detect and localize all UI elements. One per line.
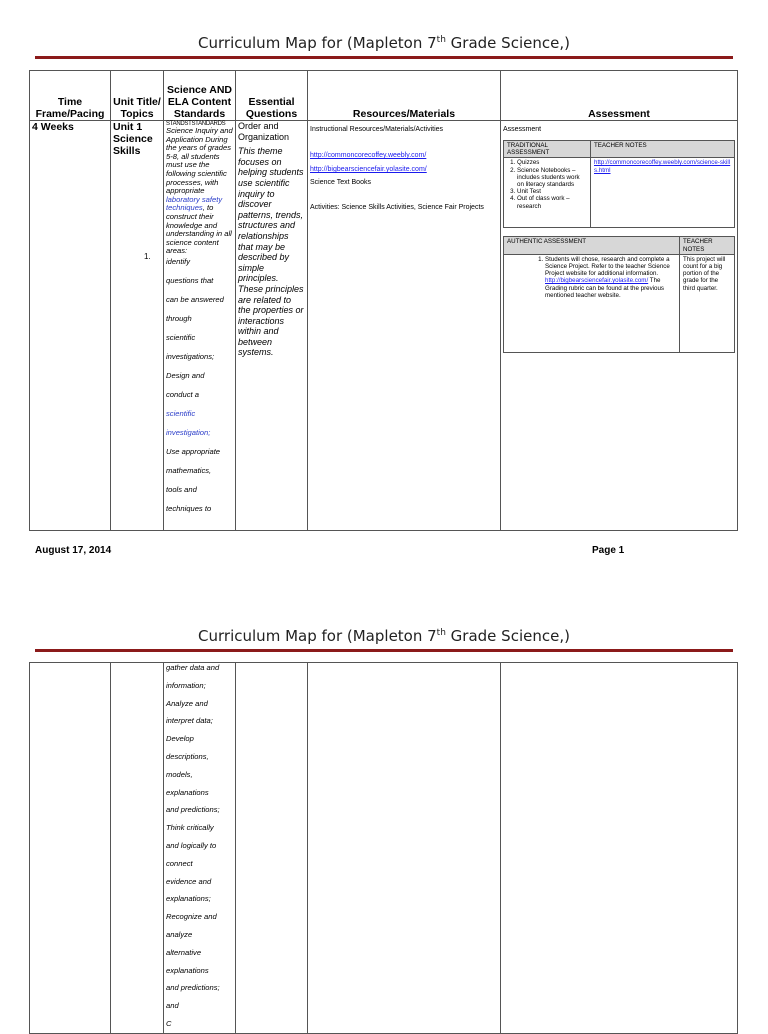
footer-date: August 17, 2014 [35, 545, 112, 556]
list-item: and logically to [166, 840, 217, 850]
authentic-notes-header: TEACHER NOTES [680, 237, 735, 254]
authentic-header: AUTHENTIC ASSESSMENT [504, 237, 680, 254]
lab-safety-link[interactable]: laboratory safety techniques [166, 194, 223, 213]
header-resources: Resources/Materials [308, 71, 501, 121]
header-unit: Unit Title/ Topics [111, 71, 164, 121]
list-item: explanations [166, 787, 209, 797]
page-title: Curriculum Map for (Mapleton 7th Grade Science,) [198, 627, 570, 645]
footer-page: Page 1 [592, 545, 625, 556]
authentic-notes: This project will count for a big portion of the grade for the third quarter. [680, 254, 735, 352]
list-item: and [166, 1001, 179, 1011]
list-item: information; [166, 680, 206, 690]
time-cell: 4 Weeks [30, 121, 111, 531]
list-item: through [166, 313, 192, 323]
list-item: can be answered [166, 294, 224, 304]
title-rule [35, 56, 733, 59]
list-item: conduct a [166, 389, 199, 399]
list-item: scientific [166, 332, 196, 342]
list-item: 2. Science Notebooks – includes students work on literacy standards [517, 167, 587, 189]
list-item: 1. Quizzes [517, 159, 587, 166]
title-rule [35, 649, 733, 652]
list-item: Develop [166, 734, 194, 744]
standards-cell [144, 121, 236, 531]
list-item: descriptions, [166, 751, 209, 761]
resources-title: Instructional Resources/Materials/Activities [310, 126, 444, 133]
list-item: scientific [166, 408, 196, 418]
list-item: 4. Out of class work – research [517, 195, 587, 209]
traditional-notes-header: TEACHER NOTES [591, 141, 735, 158]
list-item: questions that [166, 275, 214, 285]
standards-cell [164, 663, 236, 1034]
list-item: investigation; [166, 427, 211, 437]
list-item: explanations [166, 965, 209, 975]
teacher-notes-link[interactable]: http://commoncorecoffey.weebly.com/science-skills.html [594, 159, 731, 174]
traditional-header: TRADITIONAL ASSESSMENT [504, 141, 591, 158]
list-item: Recognize and [166, 912, 217, 922]
list-item: techniques to [166, 503, 212, 513]
question-title: Order and Organization [238, 121, 290, 142]
curriculum-table [29, 70, 738, 531]
authentic-link[interactable]: http://bigbearsciencefair.yolasite.com/ [545, 277, 649, 285]
list-item: analyze [166, 929, 193, 939]
list-item: explanations; [166, 894, 211, 904]
list-item: gather data and [166, 663, 220, 672]
unit-cell [111, 663, 164, 1034]
list-item: models, [166, 769, 193, 779]
standards-list [166, 252, 233, 518]
list-item: alternative [166, 947, 202, 957]
list-item: interpret data; [166, 716, 213, 726]
resource-books: Science Text Books [310, 179, 371, 186]
standards-intro: Science Inquiry and Application During the years of grades 5-8, all students must use the following scientific processes, with appropriate laboratory safety techniques, to construct their knowledge and understanding in all science content areas: [166, 126, 233, 256]
list-item: Design and [166, 370, 205, 380]
list-item: mathematics, [166, 465, 212, 475]
list-item: C [166, 1018, 172, 1028]
standards-list [166, 659, 233, 1033]
unit-cell: Unit 1 Science Skills [111, 121, 164, 531]
list-item: connect [166, 858, 193, 868]
traditional-list [507, 159, 587, 209]
list-item: Analyze and [166, 698, 208, 708]
standards-number: 1. [144, 251, 151, 261]
list-item: identify [166, 256, 191, 266]
questions-cell [236, 663, 308, 1034]
table-row [30, 663, 738, 1034]
list-item: Use appropriate [166, 446, 221, 456]
resource-link-bigbear[interactable]: http://bigbearsciencefair.yolasite.com/ [310, 166, 427, 173]
list-item: and predictions; [166, 805, 220, 815]
header-time: Time Frame/Pacing [30, 71, 111, 121]
time-cell [30, 663, 111, 1034]
question-body: This theme focuses on helping students use scientific inquiry to discover patterns, trends, structures and relationships that may be described by simple principles. These principles are related to the properties or interactions within and between systems. [238, 146, 304, 358]
list-item: 3. Unit Test [517, 188, 587, 195]
list-item: investigations; [166, 351, 215, 361]
assessment-cell [501, 121, 738, 531]
resources-cell [308, 663, 501, 1034]
list-item: tools and [166, 484, 197, 494]
header-questions: Essential Questions [236, 71, 308, 121]
list-item: and predictions; [166, 983, 220, 993]
page-title: Curriculum Map for (Mapleton 7th Grade Science,) [198, 34, 570, 52]
questions-cell [236, 121, 308, 531]
resource-link-commoncore[interactable]: http://commoncorecoffey.weebly.com/ [310, 152, 427, 159]
header-standards: Science AND ELA Content Standards [164, 71, 236, 121]
list-item: Think critically [166, 823, 214, 833]
assessment-label: Assessment [503, 126, 542, 133]
table-row [30, 121, 738, 531]
list-item: evidence and [166, 876, 212, 886]
header-row [30, 71, 738, 121]
assessment-cell [501, 663, 738, 1034]
authentic-assessment-table [503, 236, 735, 352]
list-item: 1. Students will chose, research and complete a Science Project. Refer to the teacher Science Project website for additional information. http://bigbearsciencefair.yolasite.com/ The Grading rubric can be found at the previous mentioned teacher website. [545, 256, 676, 299]
resource-activities: Activities: Science Skills Activities, Science Fair Projects [310, 204, 484, 211]
authentic-list [507, 256, 676, 299]
standards-heading: STANDSTSTANDARDS [166, 121, 226, 127]
header-assessment: Assessment [501, 71, 738, 121]
curriculum-table-continued [29, 662, 738, 1034]
traditional-assessment-table [503, 140, 735, 228]
resources-cell [308, 121, 501, 531]
